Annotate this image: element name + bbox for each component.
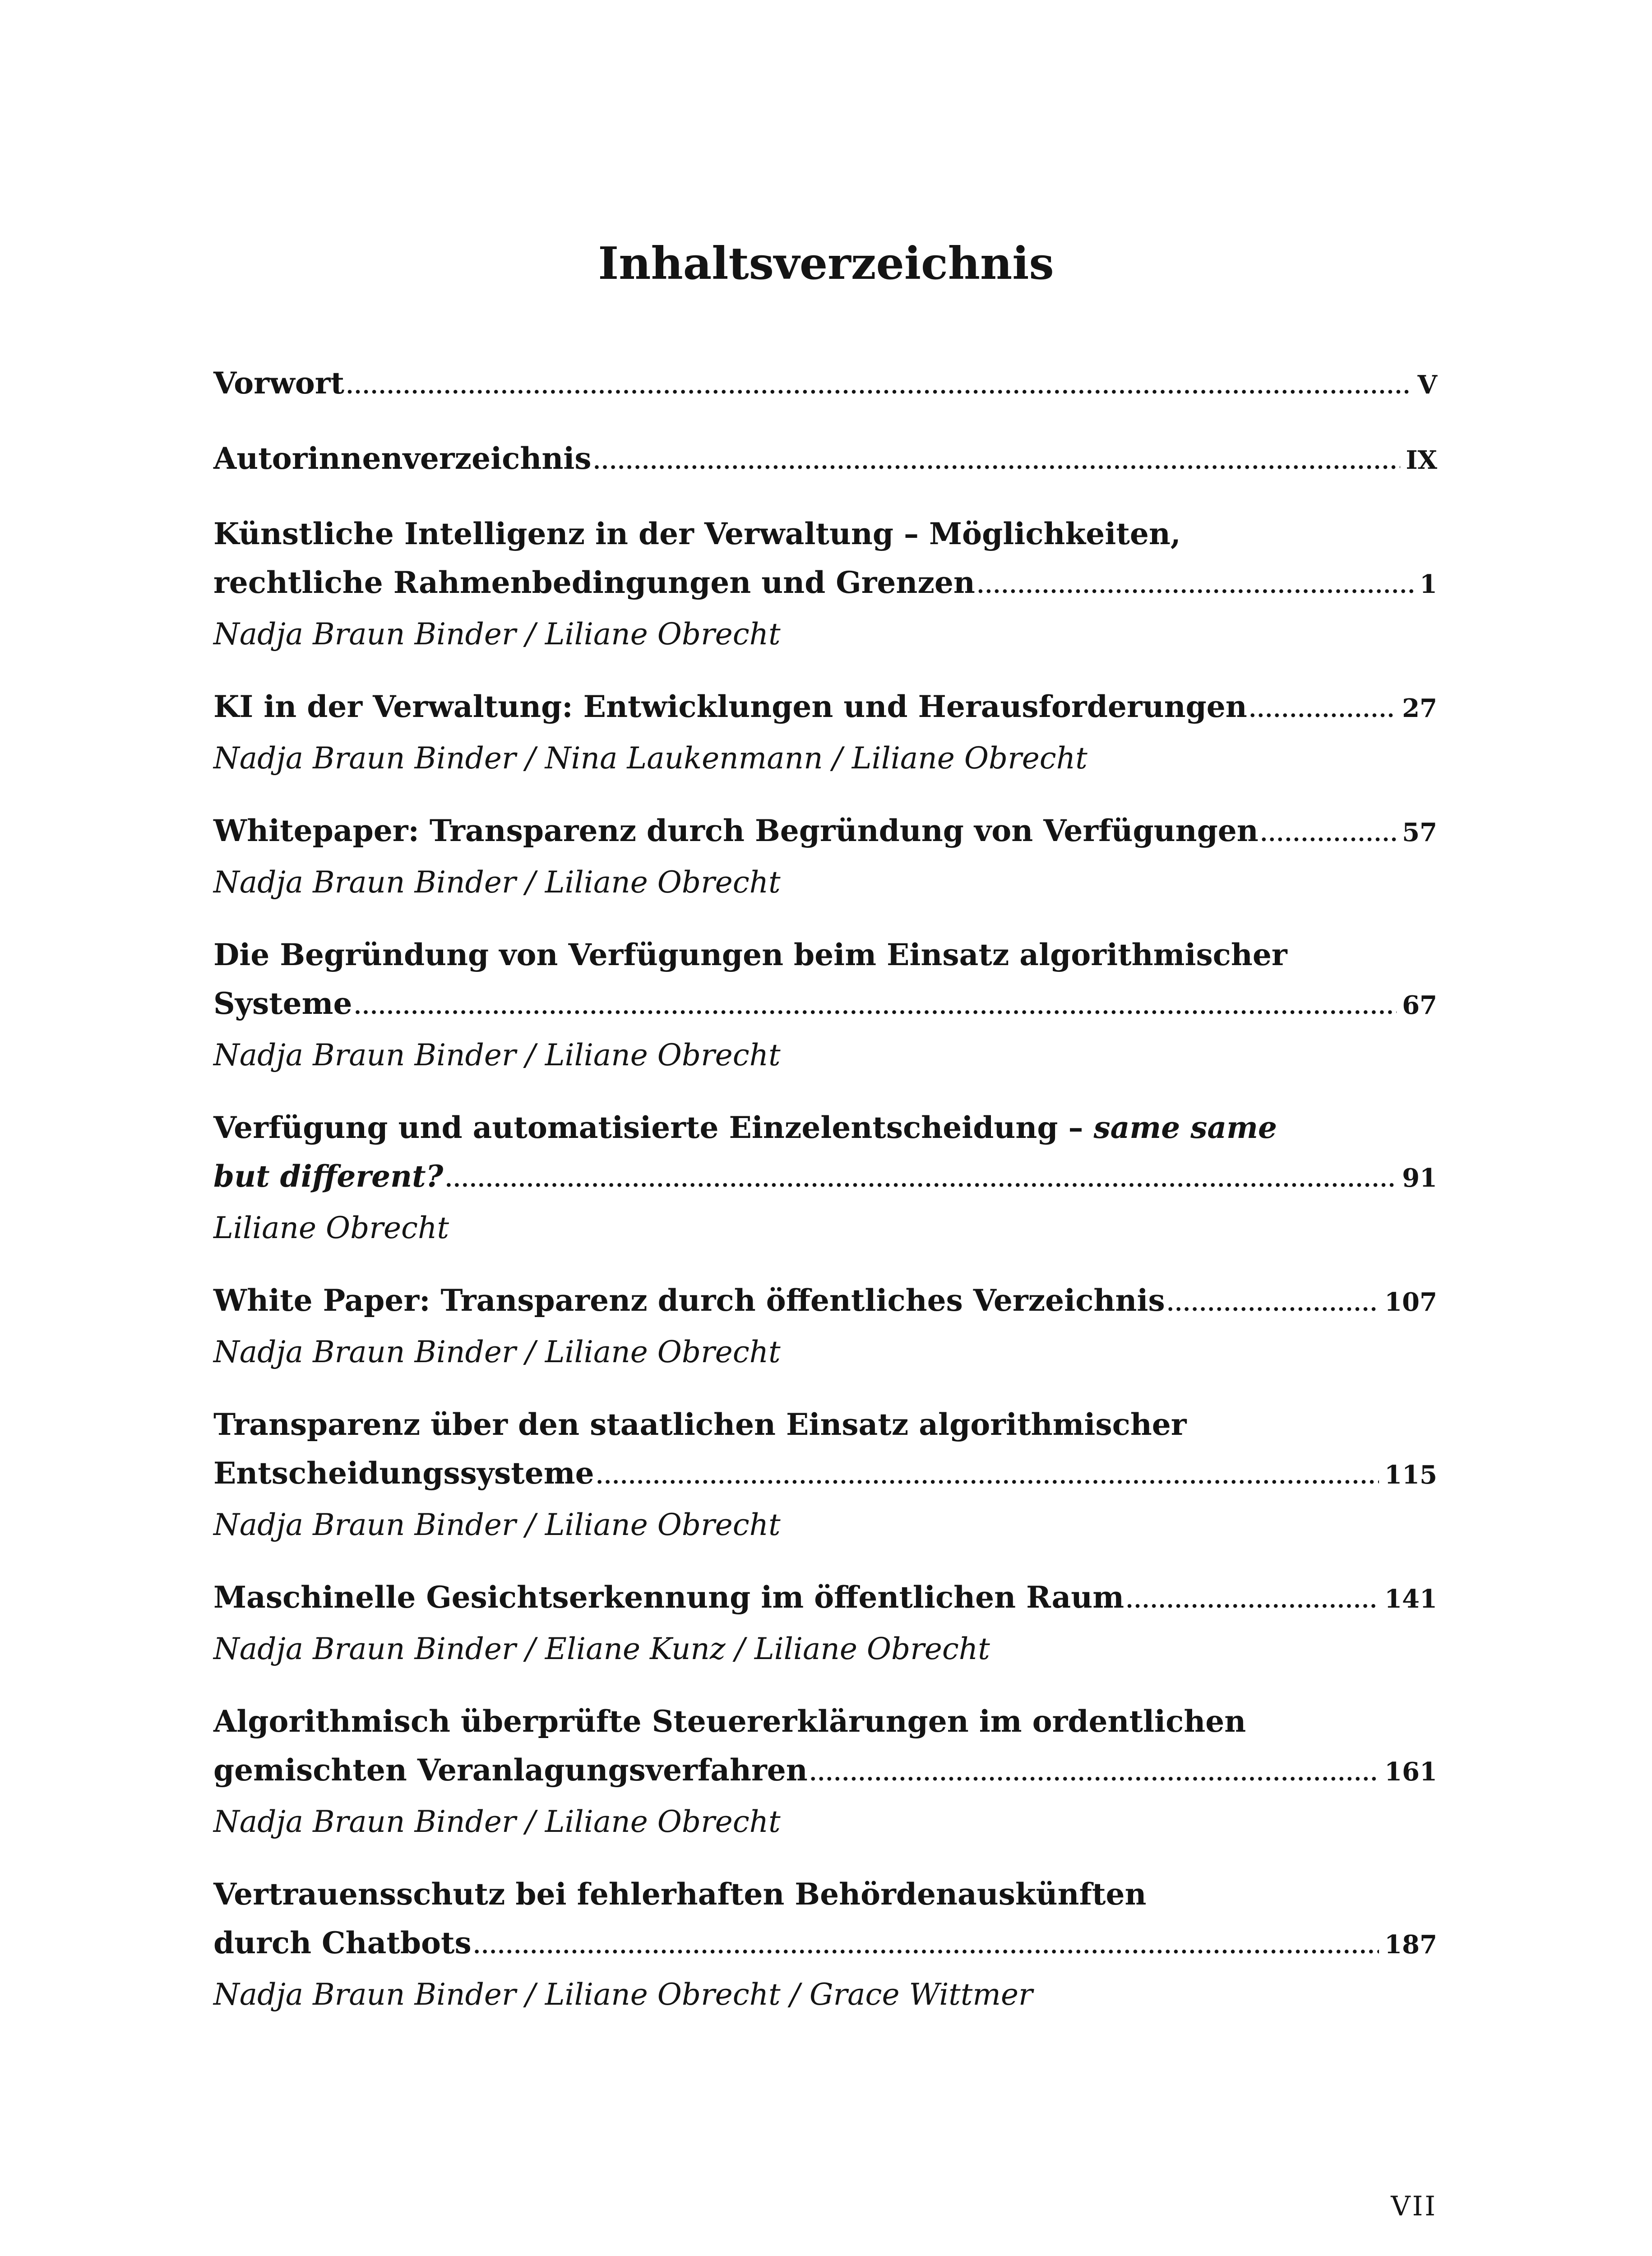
toc-entry-title: Systeme [213, 986, 352, 1021]
toc-entry-authors: Nadja Braun Binder / Liliane Obrecht [213, 1335, 781, 1369]
dot-leader [593, 437, 1401, 486]
toc-entry-page: 57 [1402, 818, 1437, 847]
toc-entry-title: KI in der Verwaltung: Entwicklungen und Herausforderungen [213, 689, 1247, 724]
toc-entry-authors: Nadja Braun Binder / Liliane Obrecht [213, 865, 781, 900]
toc-entry-autorinnenverzeichnis[interactable] [213, 434, 1437, 486]
toc-entry-authors: Nadja Braun Binder / Liliane Obrecht / Grace Wittmer [213, 1977, 1033, 2012]
toc-entry-authors: Nadja Braun Binder / Nina Laukenmann / Liliane Obrecht [213, 741, 1087, 776]
toc-entry[interactable] [213, 1573, 1437, 1674]
toc-entry-page: 67 [1402, 990, 1437, 1020]
toc-entry[interactable] [213, 930, 1437, 1080]
page-title: Inhaltsverzeichnis [598, 237, 1054, 290]
toc-entry-line [213, 359, 1437, 411]
toc-entry[interactable] [213, 1870, 1437, 2019]
toc-entry-title: rechtliche Rahmenbedingungen und Grenzen [213, 565, 975, 600]
toc-entry-line [213, 1449, 1437, 1501]
toc-entry-title: Whitepaper: Transparenz durch Begründung von Verfügungen [213, 813, 1259, 848]
toc-entry-title: Autorinnenverzeichnis [213, 441, 592, 476]
toc-entry-authors: Nadja Braun Binder / Eliane Kunz / Liliane Obrecht [213, 1632, 990, 1666]
toc-entry[interactable] [213, 1103, 1437, 1253]
dot-leader [1167, 1279, 1379, 1328]
page-number: VII [1391, 2191, 1437, 2222]
toc-entry-title: White Paper: Transparenz durch öffentliches Verzeichnis [213, 1283, 1165, 1318]
toc-entry-title: but different? [213, 1159, 444, 1194]
dot-leader [473, 1922, 1379, 1970]
toc-entry[interactable] [213, 1276, 1437, 1377]
toc-entry-authors: Nadja Braun Binder / Liliane Obrecht [213, 1038, 781, 1073]
toc-entry-title: Vorwort [213, 365, 345, 401]
toc-entry[interactable] [213, 509, 1437, 659]
toc-entry-authors: Liliane Obrecht [213, 1211, 449, 1245]
dot-leader [810, 1749, 1379, 1798]
toc-entry[interactable] [213, 1697, 1437, 1846]
toc-entry-title-line: Die Begründung von Verfügungen beim Einsatz algorithmischer [213, 937, 1287, 972]
toc-entry-title-text: Verfügung und automatisierte Einzelentscheidung – [213, 1110, 1094, 1145]
toc-entry-page: 187 [1384, 1930, 1437, 1960]
toc-entry-line [213, 434, 1437, 486]
dot-leader [346, 362, 1412, 411]
dot-leader [1126, 1576, 1379, 1625]
toc-entry-title: Entscheidungssysteme [213, 1456, 594, 1491]
toc-entry-page: 91 [1402, 1163, 1437, 1193]
toc-entry-page: 107 [1384, 1287, 1437, 1317]
toc-entry[interactable] [213, 682, 1437, 783]
toc-entry-page: 141 [1384, 1584, 1437, 1614]
toc-entry-title-line: Künstliche Intelligenz in der Verwaltung – Möglichkeiten, [213, 516, 1181, 551]
toc-entry-page: 161 [1384, 1757, 1437, 1787]
toc-entry-title-line: Algorithmisch überprüfte Steuererklärungen im ordentlichen [213, 1704, 1246, 1739]
dot-leader [1260, 809, 1397, 858]
dot-leader [354, 982, 1397, 1031]
dot-leader [977, 561, 1414, 610]
dot-leader [445, 1155, 1397, 1204]
toc-entry-title-emphasis: same same [1093, 1110, 1277, 1145]
toc-entry-line [213, 1573, 1437, 1625]
toc-entry-authors: Nadja Braun Binder / Liliane Obrecht [213, 617, 781, 652]
toc-entry-authors: Nadja Braun Binder / Liliane Obrecht [213, 1507, 781, 1542]
toc-entry-title-line: Transparenz über den staatlichen Einsatz algorithmischer [213, 1407, 1187, 1442]
toc-entry[interactable] [213, 806, 1437, 907]
toc-entry-title: durch Chatbots [213, 1925, 472, 1960]
toc-entry-line [213, 1152, 1437, 1204]
toc-entry-line [213, 682, 1437, 734]
toc-entry-line [213, 1746, 1437, 1798]
toc-entry-title: gemischten Veranlagungsverfahren [213, 1752, 808, 1788]
toc-entry-page: V [1417, 370, 1437, 400]
toc-entry[interactable] [213, 1400, 1437, 1549]
toc-entry-page: 27 [1402, 693, 1437, 723]
toc-entry-vorwort[interactable] [213, 359, 1437, 411]
toc-entry-page: 1 [1420, 569, 1437, 599]
toc-entry-line [213, 1919, 1437, 1970]
toc-entry-authors: Nadja Braun Binder / Liliane Obrecht [213, 1804, 781, 1839]
toc-entry-line [213, 806, 1437, 858]
dot-leader [596, 1452, 1379, 1501]
toc-entry-page: IX [1406, 445, 1437, 475]
toc-entry-title: Maschinelle Gesichtserkennung im öffentlichen Raum [213, 1580, 1124, 1615]
dot-leader [1249, 685, 1397, 734]
toc-entry-line [213, 558, 1437, 610]
toc-entry-title-line [213, 1103, 1437, 1152]
table-of-contents [213, 359, 1437, 2043]
toc-entry-title-line: Vertrauensschutz bei fehlerhaften Behördenauskünften [213, 1877, 1147, 1912]
toc-entry-line [213, 1276, 1437, 1328]
toc-entry-page: 115 [1384, 1460, 1437, 1490]
toc-entry-line [213, 979, 1437, 1031]
